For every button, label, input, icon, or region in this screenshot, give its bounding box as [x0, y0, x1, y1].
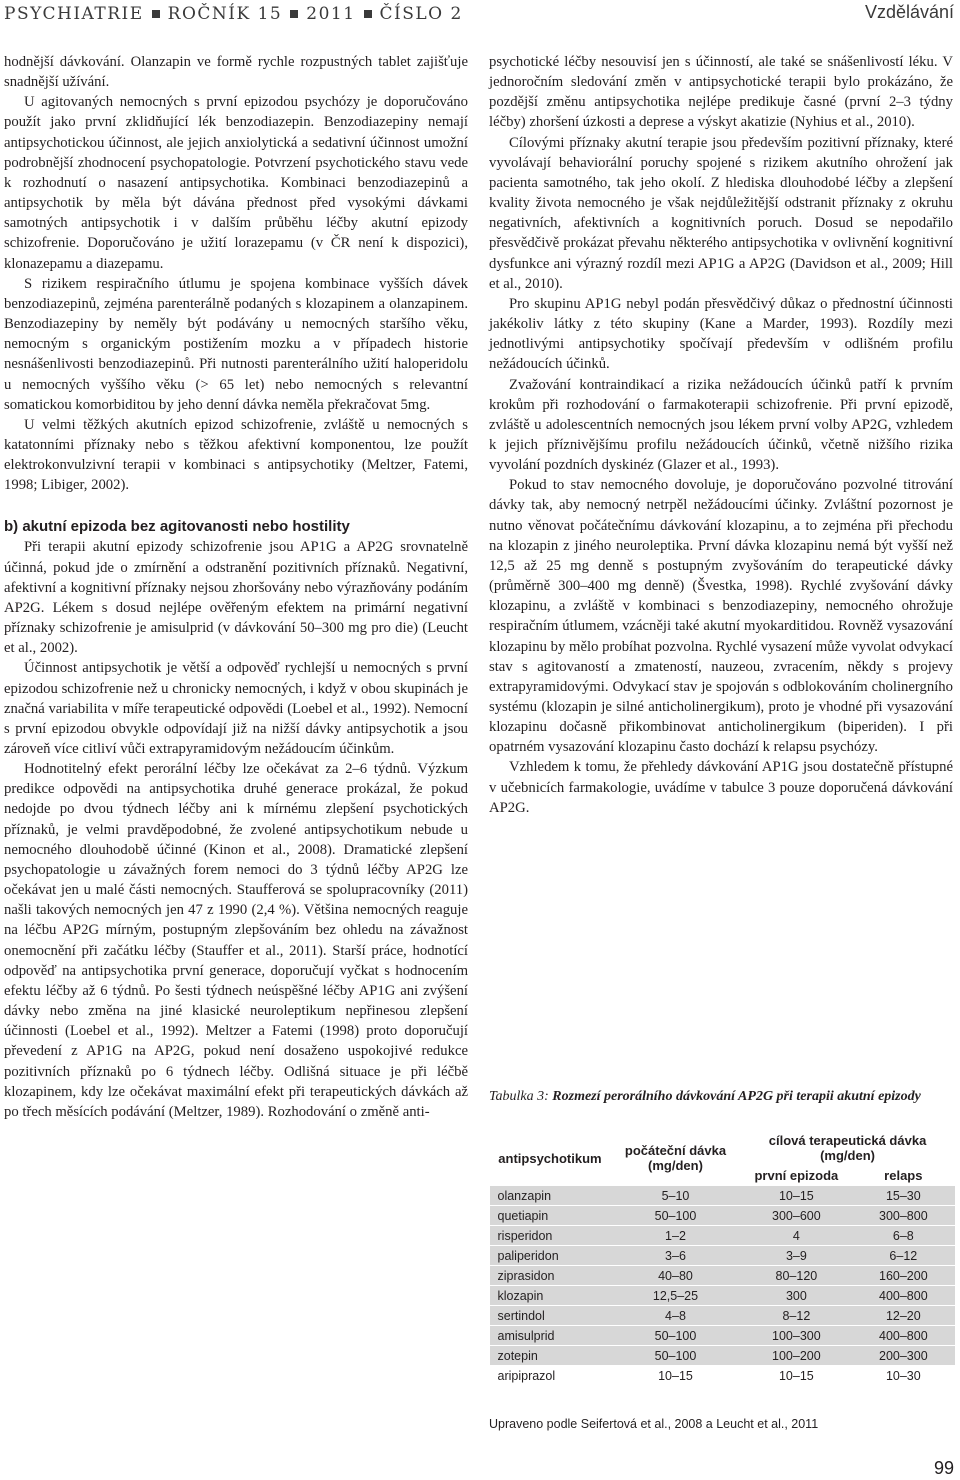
paragraph: Pro skupinu AP1G nebyl podán přesvědčivý důkaz o přednostní účinnosti jakékoliv látky z této skupiny (Kane a Marder, 1993). Rozdíly mezi jednotlivými antipsychotiky spočívají především v odlišném profilu nežádoucích účinků.: [489, 295, 953, 373]
cell-first: 10–15: [741, 1186, 853, 1206]
cell-drug: klozapin: [490, 1286, 611, 1306]
cell-start: 10–15: [610, 1366, 740, 1386]
square-bullet-icon: [290, 10, 298, 18]
paragraph: Při terapii akutní epizody schizofrenie jsou AP1G a AP2G srovnatelně účinná, pokud jde o zmírnění a odstranění pozitivních příznaků. Negativní, afektivní a kognitivní příznaky nejsou zhoršovány nebo výrazňovány podáním AP2G. Lékem s dosud nejlépe ověřeným efektem na primární negativní příznaky schizofrenie je amisulprid (v dávkování 50–300 mg pro die) (Leucht et al., 2002).: [4, 539, 468, 657]
table-caption-title: Rozmezí perorálního dávkování AP2G při terapii akutní epizody: [552, 1089, 921, 1104]
cell-drug: aripiprazol: [490, 1366, 611, 1386]
cell-first: 100–200: [741, 1346, 853, 1366]
paragraph: Účinnost antipsychotik je větší a odpověď rychlejší u nemocných s první epizodou schizofrenie než u chronicky nemocných, i když v obou skupinách je značná variabilita v míře terapeutické odpovědi (Loebel et al., 1992). Nemocní s první epizodou obvykle odpovídají již na nižší dávky antipsychotik a jsou zároveň více citliví vůči extrapyramidovým nežádoucím účinkům.: [4, 660, 468, 757]
cell-relapse: 12–20: [852, 1306, 954, 1326]
paragraph: Zvažování kontraindikací a rizika nežádoucích účinků patří k prvním krokům při rozhodování o farmakoterapii schizofrenie. Při první epizodě, zvláště u adolescentních nemocných jsou lékem první volby AP2G, vzhledem k jejich příznivějšímu profilu nežádoucích účinků, včetně nižšího rizika vyvolání pozdních dyskinéz (Glazer et al., 1993).: [489, 376, 953, 474]
cell-relapse: 160–200: [852, 1266, 954, 1286]
cell-start: 50–100: [610, 1206, 740, 1226]
cell-drug: zotepin: [490, 1346, 611, 1366]
cell-start: 5–10: [610, 1186, 740, 1206]
cell-relapse: 300–800: [852, 1206, 954, 1226]
paragraph: Hodnotitelný efekt perorální léčby lze očekávat za 2–6 týdnů. Výzkum predikce odpovědi na antipsychotika druhé generace prokázal, že pokud nedojde po dvou týdnech léčby ani k mírnému zlepšení psychotických příznaků, je velmi pravděpodobné, že zvolené antipsychotikum nebude u nemocného dlouhodobě účinné (Kinon et al., 2008). Dramatické zlepšení psychopatologie u závažných forem nemoci do 3 týdnů léčby AP2G lze očekávat jen u malé části nemocných. Staufferová se spolupracovníky (2011) našli takových nemocných jen 47 z 1990 (2,4 %). Většina nemocných reaguje na léčbu AP2G mírným, postupným zlepšováním bez ohledu na závažnost onemocnění při začátku léčby (Stauffer et al., 2011). Starší práce, hodnotící odpověď na antipsychotika první generace, doporučují vyčkat s hodnocením efektu léčby až 6 týdnů. Po šesti týdnech neúspěšné léčby AP1G ani zvýšení dávky nebo změna na jiné klasické neuroleptikum nepřinesou zlepšení účinnosti (Loebel et al., 1992). Meltzer a Fatemi (1998) proto doporučují převedení z AP1G na AP2G, pokud není dosaženo uspokojivé redukce pozitivních příznaků po 6 týdnech léčby. Odlišná situace je při léčbě klozapinem, kdy lze očekávat maximální efekt při terapeutických dávkách až po třech měsících podávání (Meltzer, 1989). Rozhodování o změně anti-: [4, 761, 468, 1120]
cell-relapse: 400–800: [852, 1286, 954, 1306]
cell-relapse: 10–30: [852, 1366, 954, 1386]
section-label: Vzdělávání: [864, 2, 954, 22]
journal-issue: ČÍSLO 2: [379, 4, 463, 24]
table-row: [490, 1326, 955, 1346]
table-caption-label: Tabulka 3:: [489, 1089, 549, 1104]
cell-first: 300–600: [741, 1206, 853, 1226]
square-bullet-icon: [364, 10, 372, 18]
table-caption: [489, 1087, 955, 1106]
journal-name: PSYCHIATRIE: [4, 4, 144, 24]
running-header: [0, 0, 960, 30]
journal-title: [4, 4, 463, 24]
header-drug: antipsychotikum: [490, 1131, 611, 1186]
table-row: [490, 1246, 955, 1266]
table-row: [490, 1286, 955, 1306]
table-row: [490, 1186, 955, 1206]
cell-start: 4–8: [610, 1306, 740, 1326]
cell-drug: sertindol: [490, 1306, 611, 1326]
paragraph: hodnější dávkování. Olanzapin ve formě rychle rozpustných tablet zajišťuje snadnější užívání.: [4, 54, 468, 91]
paragraph: U velmi těžkých akutních epizod schizofrenie, zvláště u nemocných s katatonními příznaky nebo s těžkou afektivní komponentou, lze použít elektrokonvulzivní terapii v kombinaci s antipsychotiky (Meltzer, Fatemi, 1998; Libiger, 2002).: [4, 416, 468, 494]
cell-drug: olanzapin: [490, 1186, 611, 1206]
cell-start: 12,5–25: [610, 1286, 740, 1306]
cell-first: 10–15: [741, 1366, 853, 1386]
paragraph: Pokud to stav nemocného dovoluje, je doporučováno pozvolné titrování dávky tak, aby nemocný netrpěl nežádoucími účinky. Zvláštní pozornost je nutno věnovat počátečnímu dávkování klozapinu, a to zejména při přechodu na klozapin z jiného neuroleptika. První dávka klozapinu nemá být vyšší než 12,5 až 25 mg denně s postupným zvyšováním do terapeutické dávky (průměrně 300–400 mg denně) (Švestka, 1998). Rychlé zvyšování dávky klozapinu, a zvláště v kombinaci s benzodiazepiny, nemocného ohrožuje respiračním útlumem, vzácněji také akutní myokarditidou. Rovněž vysazování klozapinu by mělo probíhat pozvolna. Rychlé vysazení může vyvolat odvykací stav s agitovaností a zmateností, nauzeou, zvracením, někdy s projevy extrapyramidovými. Odvykací stav je spojován s odblokováním cholinergního systému (klozapin je silné anticholinergikum), proto je vhodné při vysazování klozapinu dočasně přikombinovat anticholinergikum (biperiden). I při opatrném vysazování klozapinu často dochází k relapsu psychózy.: [489, 477, 953, 756]
page-number: 99: [933, 1458, 954, 1478]
table-row: [490, 1226, 955, 1246]
dosing-table: [489, 1130, 955, 1386]
cell-relapse: 400–800: [852, 1326, 954, 1346]
table-row: [490, 1266, 955, 1286]
header-first-episode: první epizoda: [741, 1166, 853, 1186]
cell-start: 3–6: [610, 1246, 740, 1266]
section-heading: b) akutní epizoda bez agitovanosti nebo hostility: [4, 518, 350, 536]
cell-relapse: 15–30: [852, 1186, 954, 1206]
cell-start: 50–100: [610, 1326, 740, 1346]
cell-drug: risperidon: [490, 1226, 611, 1246]
header-relapse: relaps: [852, 1166, 954, 1186]
cell-relapse: 6–12: [852, 1246, 954, 1266]
cell-relapse: 6–8: [852, 1226, 954, 1246]
right-column: [489, 52, 953, 818]
table-row: [490, 1206, 955, 1226]
paragraph: Vzhledem k tomu, že přehledy dávkování AP1G jsou dostatečně přístupné v učebnicích farmakologie, uvádíme v tabulce 3 pouze doporučená dávkování AP2G.: [489, 759, 953, 816]
cell-start: 50–100: [610, 1346, 740, 1366]
table-source-note: Upraveno podle Seifertová et al., 2008 a Leucht et al., 2011: [489, 1417, 819, 1431]
cell-first: 300: [741, 1286, 853, 1306]
cell-first: 80–120: [741, 1266, 853, 1286]
table-row: [490, 1366, 955, 1386]
paragraph: S rizikem respiračního útlumu je spojena kombinace vyšších dávek benzodiazepinů, zejména parenterálně podaných s klozapinem a olanzapinem. Benzodiazepiny by neměly být podávány u nemocných staršího věku, nemocným s organickým postižením mozku a v případech historie nesnášenlivosti benzodiazepinů. Při nutnosti parenterálního užití haloperidolu u nemocných vyššího věku (> 65 let) nebo nemocných s relevantní somatickou komorbiditou by jeho denní dávka neměla překračovat 5mg.: [4, 275, 468, 413]
cell-drug: paliperidon: [490, 1246, 611, 1266]
square-bullet-icon: [152, 10, 160, 18]
cell-first: 3–9: [741, 1246, 853, 1266]
table-row: [490, 1346, 955, 1366]
paragraph: Cílovými příznaky akutní terapie jsou především pozitivní příznaky, které vyvolávají behaviorální poruchy spojené s rizikem akutního ohrožení jak pacienta samotného, tak jeho okolí. Z hlediska dlouhodobé léčby a zlepšení kvality života nemocného je však nejdůležitější odstranit příznaky z okruhu negativních, afektivních a kognitivních poruch. Dosud se nepodařilo přesvědčivě prokázat převahu některého antipsychotika v ovlivnění kognitivní dysfunkce ani výrazný rozdíl mezi AP1G a AP2G (Davidson et al., 2009; Hill et al., 2010).: [489, 134, 953, 292]
header-start-dose: počáteční dávka (mg/den): [610, 1131, 740, 1186]
paragraph: psychotické léčby nesouvisí jen s účinností, ale také se snášenlivostí léku. V jednoročním sledování změn v antipsychotické terapii bylo prokázáno, že pozdější změnu antipsychotika nejlépe predikuje časné (první 2–3 týdny léčby) zhoršení úzkosti a deprese a výskyt akatizie (Nyhius et al., 2010).: [489, 54, 953, 131]
cell-drug: quetiapin: [490, 1206, 611, 1226]
table-row: [490, 1306, 955, 1326]
header-target-dose: cílová terapeutická dávka (mg/den): [741, 1131, 955, 1166]
cell-first: 8–12: [741, 1306, 853, 1326]
left-column: [4, 52, 468, 1122]
paragraph: U agitovaných nemocných s první epizodou psychózy je doporučováno použít jako první zklidňující lék benzodiazepin. Benzodiazepiny nemají antipsychotickou účinnost, ale jejich anxiolytická a sedativní účinnost umožní podrobnější zhodnocení psychopatologie. Potvrzení psychotického stavu vede k rozhodnutí o nasazení antipsychotika. Kombinaci benzodiazepinů a antipsychotik by měla být dávána přednost před vysokými dávkami samotných antipsychotik i v dalším průběhu léčby akutní epizody schizofrenie. Doporučováno je užití lorazepamu (v ČR není k dispozici), klonazepamu a diazepamu.: [4, 94, 468, 272]
journal-volume: ROČNÍK 15: [167, 4, 283, 24]
journal-year: 2011: [306, 4, 356, 24]
cell-first: 4: [741, 1226, 853, 1246]
cell-drug: amisulprid: [490, 1326, 611, 1346]
cell-start: 40–80: [610, 1266, 740, 1286]
cell-drug: ziprasidon: [490, 1266, 611, 1286]
cell-relapse: 200–300: [852, 1346, 954, 1366]
cell-start: 1–2: [610, 1226, 740, 1246]
cell-first: 100–300: [741, 1326, 853, 1346]
